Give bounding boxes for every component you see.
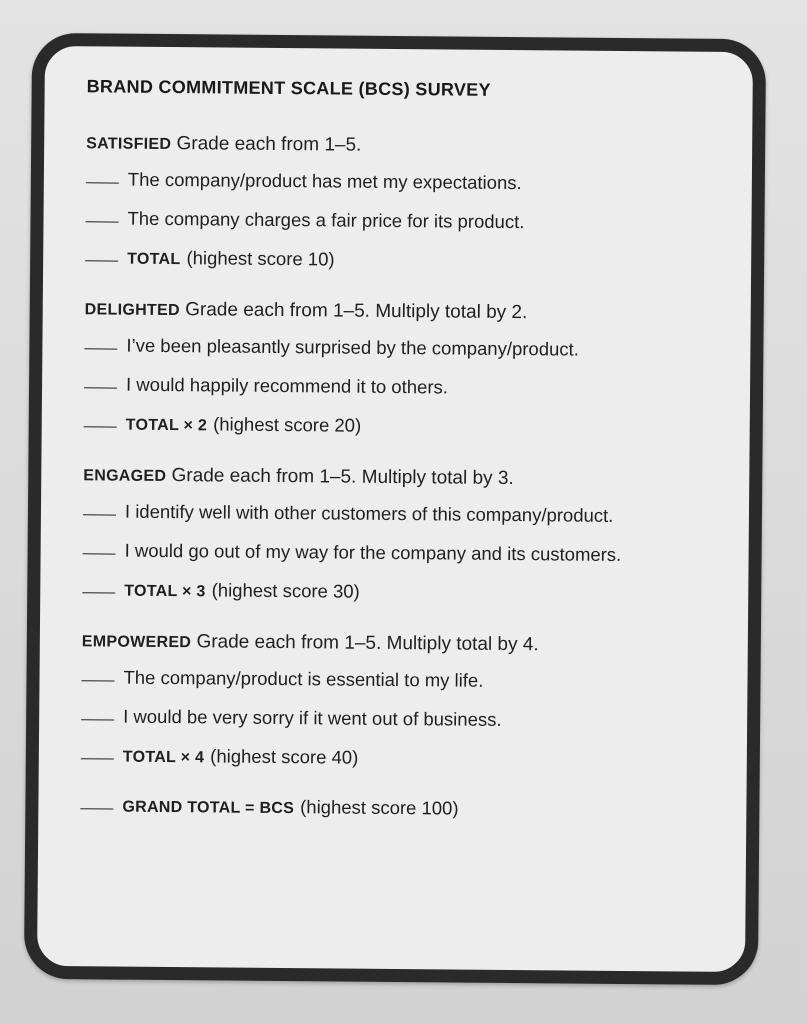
survey-item (84, 373, 720, 401)
section-total (85, 246, 721, 274)
section-name: DELIGHTED (84, 301, 180, 320)
survey-item (86, 168, 722, 196)
grand-total-label: GRAND TOTAL = BCS (122, 798, 295, 818)
total-blank[interactable] (81, 757, 114, 759)
item-text: The company/product is essential to my life. (123, 666, 484, 691)
survey-item (81, 705, 717, 733)
item-text: I identify well with other customers of this company/product. (124, 500, 614, 526)
survey-item (83, 539, 719, 567)
section-empowered (81, 630, 718, 772)
survey-item (85, 207, 721, 235)
survey-title: BRAND COMMITMENT SCALE (BCS) SURVEY (86, 76, 491, 100)
score-blank[interactable] (81, 679, 114, 681)
total-label: TOTAL × 3 (124, 582, 206, 601)
total-label: TOTAL (127, 250, 181, 269)
section-name: ENGAGED (83, 467, 167, 486)
section-header (85, 298, 721, 326)
grand-total (80, 794, 716, 822)
survey-item (83, 500, 719, 528)
total-blank[interactable] (85, 259, 118, 261)
section-name: SATISFIED (86, 135, 172, 154)
section-total (82, 578, 718, 606)
section-header (83, 464, 719, 492)
grand-total-blank[interactable] (80, 807, 113, 809)
item-text: I’ve been pleasantly surprised by the company/product. (126, 334, 579, 360)
survey-card (24, 33, 766, 985)
score-blank[interactable] (86, 181, 119, 183)
score-blank[interactable] (83, 552, 116, 554)
section-engaged (82, 464, 719, 606)
total-note: (highest score 40) (210, 745, 359, 768)
total-note: (highest score 30) (211, 579, 360, 602)
survey-item (84, 334, 720, 362)
survey-content (80, 76, 722, 822)
item-text: I would be very sorry if it went out of business. (123, 705, 502, 730)
section-total (84, 412, 720, 440)
section-instruction: Grade each from 1–5. Multiply total by 2. (185, 299, 528, 324)
section-total (81, 744, 717, 772)
score-blank[interactable] (83, 513, 116, 515)
total-label: TOTAL × 2 (125, 416, 208, 435)
item-text: The company/product has met my expectations. (127, 168, 522, 194)
section-instruction: Grade each from 1–5. Multiply total by 4. (196, 631, 539, 656)
item-text: The company charges a fair price for its product. (127, 207, 525, 233)
item-text: I would go out of my way for the company and its customers. (124, 539, 622, 565)
section-name: EMPOWERED (81, 633, 192, 652)
section-satisfied (85, 132, 722, 274)
section-instruction: Grade each from 1–5. (176, 133, 362, 156)
total-blank[interactable] (82, 591, 115, 593)
section-header (82, 630, 718, 658)
score-blank[interactable] (81, 718, 114, 720)
grand-total-note: (highest score 100) (300, 796, 459, 819)
section-instruction: Grade each from 1–5. Multiply total by 3. (171, 465, 514, 490)
score-blank[interactable] (84, 347, 117, 349)
score-blank[interactable] (84, 386, 117, 388)
score-blank[interactable] (85, 220, 118, 222)
total-note: (highest score 20) (213, 413, 362, 436)
total-blank[interactable] (84, 425, 117, 427)
section-header (86, 132, 722, 160)
total-label: TOTAL × 4 (122, 748, 205, 767)
total-note: (highest score 10) (186, 247, 335, 270)
item-text: I would happily recommend it to others. (125, 373, 449, 398)
section-delighted (84, 298, 721, 440)
survey-item (81, 666, 717, 694)
